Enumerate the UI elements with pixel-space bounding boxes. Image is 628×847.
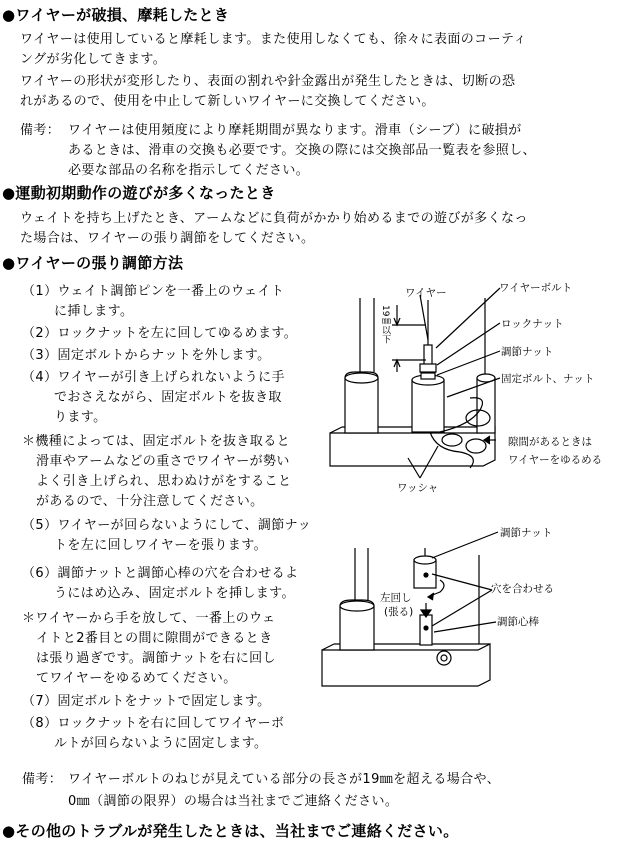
step-8: （8）ロックナットを右に回してワイヤーボ (22, 716, 285, 731)
label-wire-bolt: ワイヤーボルト (499, 282, 573, 294)
note-line: あるときは、滑車の交換も必要です。交換の際には交換部品一覧表を参照し、 (68, 143, 536, 158)
heading-contact: ●その他のトラブルが発生したときは、当社までご連絡ください。 (2, 822, 459, 840)
note-line: 必要な部品の名称を指示してください。 (68, 163, 310, 178)
paragraph-line: ワイヤーは使用していると摩耗します。また使用しなくても、徐々に表面のコーティ (20, 32, 527, 47)
caution-1: ＊機種によっては、固定ボルトを抜き取ると (22, 434, 291, 449)
step-8-cont: ルトが回らないように固定します。 (54, 736, 268, 751)
step-1-cont: に挿します。 (54, 304, 134, 319)
step-1: （1）ウェイト調節ピンを一番上のウェイト (22, 284, 285, 299)
label-dimension: 19㎜以下 (380, 305, 390, 344)
step-6-cont: うにはめ込み、固定ボルトを挿します。 (54, 586, 295, 601)
remark-label: 備考： (22, 772, 63, 787)
label-align-holes: 穴を合わせる (491, 583, 554, 595)
label-tension: (張る) (384, 606, 414, 618)
note-label: 備考： (20, 123, 61, 138)
paragraph-line: ングが劣化してきます。 (20, 52, 167, 67)
step-6: （6）調節ナットと調節心棒の穴を合わせるよ (22, 566, 299, 581)
step-5: （5）ワイヤーが回らないようにして、調節ナッ (22, 518, 312, 533)
remark-line: ワイヤーボルトのねじが見えている部分の長さが19㎜を超える場合や、 (68, 772, 501, 787)
step-4: （4）ワイヤーが引き上げられないように手 (22, 370, 285, 385)
caution-2-cont: イトと2番目との間に隙間ができるとき (36, 631, 273, 646)
paragraph-line: れがあるので、使用を中止して新しいワイヤーに交換してください。 (20, 94, 435, 109)
caution-2: ＊ワイヤーから手を放して、一番上のウェ (22, 611, 276, 626)
caution-1-cont: があるので、十分注意してください。 (36, 494, 264, 509)
remark-line: 0㎜（調節の限界）の場合は当社までご連絡ください。 (68, 794, 399, 809)
label-gap-line2: ワイヤーをゆるめる (508, 454, 603, 466)
label-lock-nut: ロックナット (501, 318, 564, 330)
step-7: （7）固定ボルトをナットで固定します。 (22, 694, 271, 709)
caution-2-cont: てワイヤーをゆるめてください。 (36, 671, 237, 686)
caution-1-cont: 滑車やアームなどの重さでワイヤーが勢い (36, 454, 290, 469)
paragraph-line: た場合は、ワイヤーの張り調節をしてください。 (20, 231, 315, 246)
label-fixing-bolt-nut: 固定ボルト、ナット (501, 373, 595, 385)
label-adjust-nut-2: 調節ナット (500, 527, 553, 539)
label-adjust-nut: 調節ナット (501, 346, 554, 358)
caution-2-cont: は張り過ぎです。調節ナットを右に回し (36, 651, 276, 666)
label-washer: ワッシャ (397, 482, 439, 494)
label-wire: ワイヤー (405, 287, 447, 299)
heading-tension-method: ●ワイヤーの張り調節方法 (2, 254, 184, 272)
label-left-turn: 左回し (380, 592, 412, 604)
step-3: （3）固定ボルトからナットを外します。 (22, 348, 271, 363)
paragraph-line: ウェイトを持ち上げたとき、アームなどに負荷がかかり始めるまでの遊びが多くなっ (20, 211, 528, 226)
step-2: （2）ロックナットを左に回してゆるめます。 (22, 326, 298, 341)
note-line: ワイヤーは使用頻度により摩耗期間が異なります。滑車（シーブ）に破損が (68, 123, 522, 138)
heading-initial-play: ●運動初期動作の遊びが多くなったとき (2, 184, 276, 202)
step-4-cont: ります。 (54, 410, 107, 425)
step-4-cont: でおさえながら、固定ボルトを抜き取 (54, 390, 282, 405)
label-adjust-core: 調節心棒 (497, 616, 539, 628)
heading-wire-damaged: ●ワイヤーが破損、摩耗したとき (2, 6, 230, 24)
step-5-cont: トを左に回しワイヤーを張ります。 (54, 538, 267, 553)
label-gap-line1: 隙間があるときは (508, 436, 592, 448)
caution-1-cont: よく引き上げられ、思わぬけがをすること (36, 474, 292, 489)
paragraph-line: ワイヤーの形状が変形したり、表面の割れや針金露出が発生したときは、切断の恐 (20, 74, 516, 89)
